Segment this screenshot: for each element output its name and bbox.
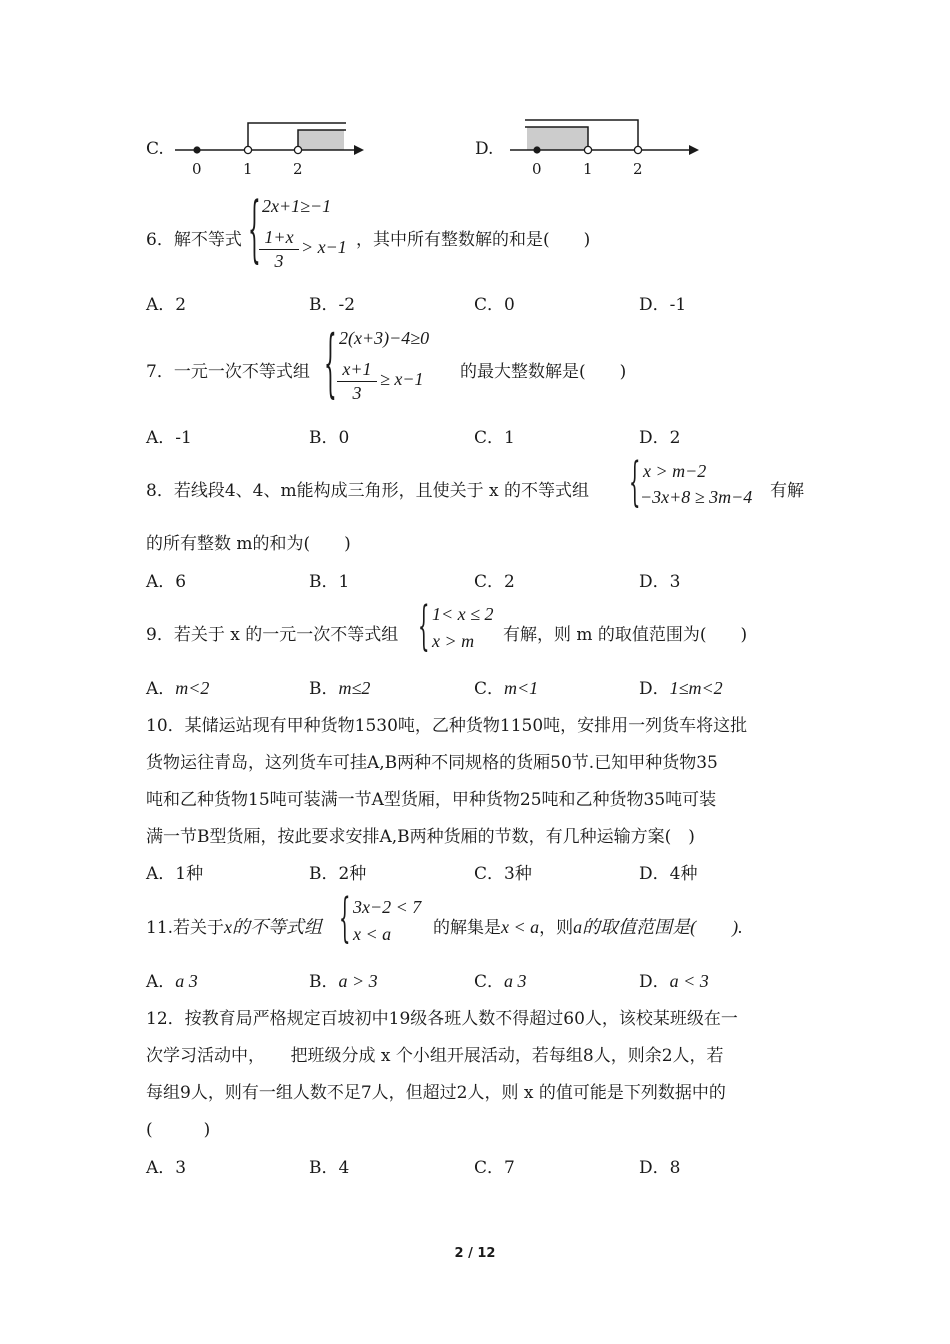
solid-dot-0 — [193, 146, 200, 153]
arrow-head — [689, 145, 699, 155]
option-b[interactable]: B．m≤2 — [309, 678, 371, 699]
question-10-line-1: 10．某储运站现有甲种货物1530吨，乙种货物1150吨，安排用一列货车将这批 — [146, 716, 748, 736]
fraction-bar — [337, 381, 377, 382]
fraction-denominator: 3 — [274, 251, 284, 271]
question-12-options — [146, 1153, 846, 1177]
option-b[interactable]: B．4 — [309, 1158, 350, 1178]
option-a[interactable]: A．6 — [146, 572, 187, 592]
question-10-options — [146, 859, 846, 883]
question-10-line-3: 吨和乙种货物15吨可装满一节A型货厢，甲种货物25吨和乙种货物35吨可装 — [146, 790, 717, 810]
option-c[interactable]: C．0 — [474, 295, 515, 315]
question-10-line-4: 满一节B型货厢，按此要求安排A,B两种货厢的节数，有几种运输方案( ) — [146, 827, 695, 847]
question-8-options — [146, 567, 846, 591]
shaded-region — [298, 130, 344, 150]
option-a[interactable]: A．3 — [146, 1158, 187, 1178]
option-a[interactable]: A．a 3 — [146, 971, 198, 992]
fraction-denominator: 3 — [352, 383, 362, 403]
question-12-line-2: 次学习活动中， 把班级分成 x 个小组开展活动，若每组8人，则余2人，若 — [146, 1046, 724, 1066]
question-8-stem: 8．若线段4、4、m能构成三角形，且使关于 x 的不等式组 — [146, 481, 589, 501]
question-6-tail: ，其中所有整数解的和是( ) — [356, 230, 591, 250]
tick-label-0: 0 — [532, 160, 542, 178]
fraction-numerator: 1+x — [264, 227, 294, 247]
question-11-tail: 的解集是x < a，则a的取值范围是( ). — [433, 917, 743, 938]
inequality-1: 2(x+3)−4≥0 — [339, 328, 430, 348]
option-b[interactable]: B．-2 — [309, 295, 356, 315]
option-d[interactable]: D．2 — [639, 428, 681, 448]
inequality-2-rest: ≥ x−1 — [380, 369, 424, 389]
inequality-1: 1< x ≤ 2 — [432, 604, 494, 624]
stem-part-1: 11.若关于 — [146, 918, 225, 938]
left-brace: { — [248, 184, 261, 272]
question-6-options — [146, 290, 846, 314]
option-c[interactable]: C．a 3 — [474, 971, 527, 992]
question-7-options — [146, 423, 846, 447]
option-c-label: C. — [146, 139, 164, 159]
question-11-stem — [146, 913, 322, 939]
tick-label-2: 2 — [293, 160, 303, 178]
fraction — [337, 359, 377, 405]
option-d[interactable]: D．3 — [639, 572, 681, 592]
open-dot-1 — [244, 146, 251, 153]
question-12-line-4: ( ) — [146, 1120, 211, 1140]
option-c[interactable]: C．1 — [474, 428, 515, 448]
left-brace: { — [629, 453, 641, 515]
option-d[interactable]: D．1≤m<2 — [639, 678, 723, 699]
open-dot-2 — [294, 146, 301, 153]
page-number: 2 / 12 — [454, 1246, 496, 1261]
option-d-label: D. — [475, 139, 494, 159]
option-c[interactable]: C．2 — [474, 572, 515, 592]
option-b[interactable]: B．2种 — [309, 864, 367, 884]
tick-label-0: 0 — [192, 160, 202, 178]
question-9-stem: 9．若关于 x 的一元一次不等式组 — [146, 625, 399, 645]
option-d[interactable]: D．8 — [639, 1158, 681, 1178]
open-dot-2 — [634, 146, 641, 153]
left-brace: { — [418, 597, 430, 659]
solid-dot-0 — [533, 146, 540, 153]
fraction — [259, 227, 299, 273]
question-7-tail: 的最大整数解是( ) — [460, 362, 627, 382]
option-a[interactable]: A．1种 — [146, 864, 204, 884]
option-c[interactable]: C．m<1 — [474, 678, 539, 699]
option-a[interactable]: A．m<2 — [146, 678, 210, 699]
inequality-2-rest: > x−1 — [301, 237, 347, 257]
question-12-line-3: 每组9人，则有一组人数不足7人，但超过2人，则 x 的值可能是下列数据中的 — [146, 1083, 726, 1103]
left-brace: { — [339, 889, 351, 951]
inequality-2: x < a — [353, 924, 392, 944]
inequality-2: x > m — [432, 631, 475, 651]
left-brace: { — [324, 317, 337, 407]
option-a[interactable]: A．-1 — [146, 428, 192, 448]
inequality-1: 3x−2 < 7 — [353, 897, 422, 917]
fraction-bar — [259, 249, 299, 250]
option-b[interactable]: B．1 — [309, 572, 350, 592]
option-d[interactable]: D．-1 — [639, 295, 687, 315]
arrow-head — [354, 145, 364, 155]
open-dot-1 — [584, 146, 591, 153]
option-b[interactable]: B．a > 3 — [309, 971, 378, 992]
option-c[interactable]: C．7 — [474, 1158, 515, 1178]
option-d[interactable]: D．4种 — [639, 864, 698, 884]
tick-label-2: 2 — [633, 160, 643, 178]
inequality-1: 2x+1≥−1 — [262, 196, 332, 216]
question-11-options — [146, 967, 846, 991]
stem-part-2: x的不等式组 — [224, 917, 323, 937]
question-8-tail: 有解 — [770, 481, 804, 501]
question-12-line-1: 12．按教育局严格规定百坡初中19级各班人数不得超过60人，该校某班级在一 — [146, 1009, 738, 1029]
option-d[interactable]: D．a < 3 — [639, 971, 709, 992]
fraction-numerator: x+1 — [342, 359, 372, 379]
tick-label-1: 1 — [583, 160, 593, 178]
question-8-line-2: 的所有整数 m的和为( ) — [146, 534, 351, 554]
inequality-2: −3x+8 ≥ 3m−4 — [640, 487, 753, 507]
question-10-line-2: 货物运往青岛，这列货车可挂A,B两种不同规格的货厢50节.已知甲种货物35 — [146, 753, 718, 773]
question-7-stem: 7．一元一次不等式组 — [146, 362, 310, 382]
question-6-stem: 6．解不等式 — [146, 230, 242, 250]
tick-label-1: 1 — [243, 160, 253, 178]
option-c[interactable]: C．3种 — [474, 864, 532, 884]
question-9-tail: 有解，则 m 的取值范围为( ) — [503, 625, 748, 645]
option-a[interactable]: A．2 — [146, 295, 187, 315]
question-9-options — [146, 674, 846, 698]
option-b[interactable]: B．0 — [309, 428, 350, 448]
inequality-1: x > m−2 — [643, 461, 707, 481]
